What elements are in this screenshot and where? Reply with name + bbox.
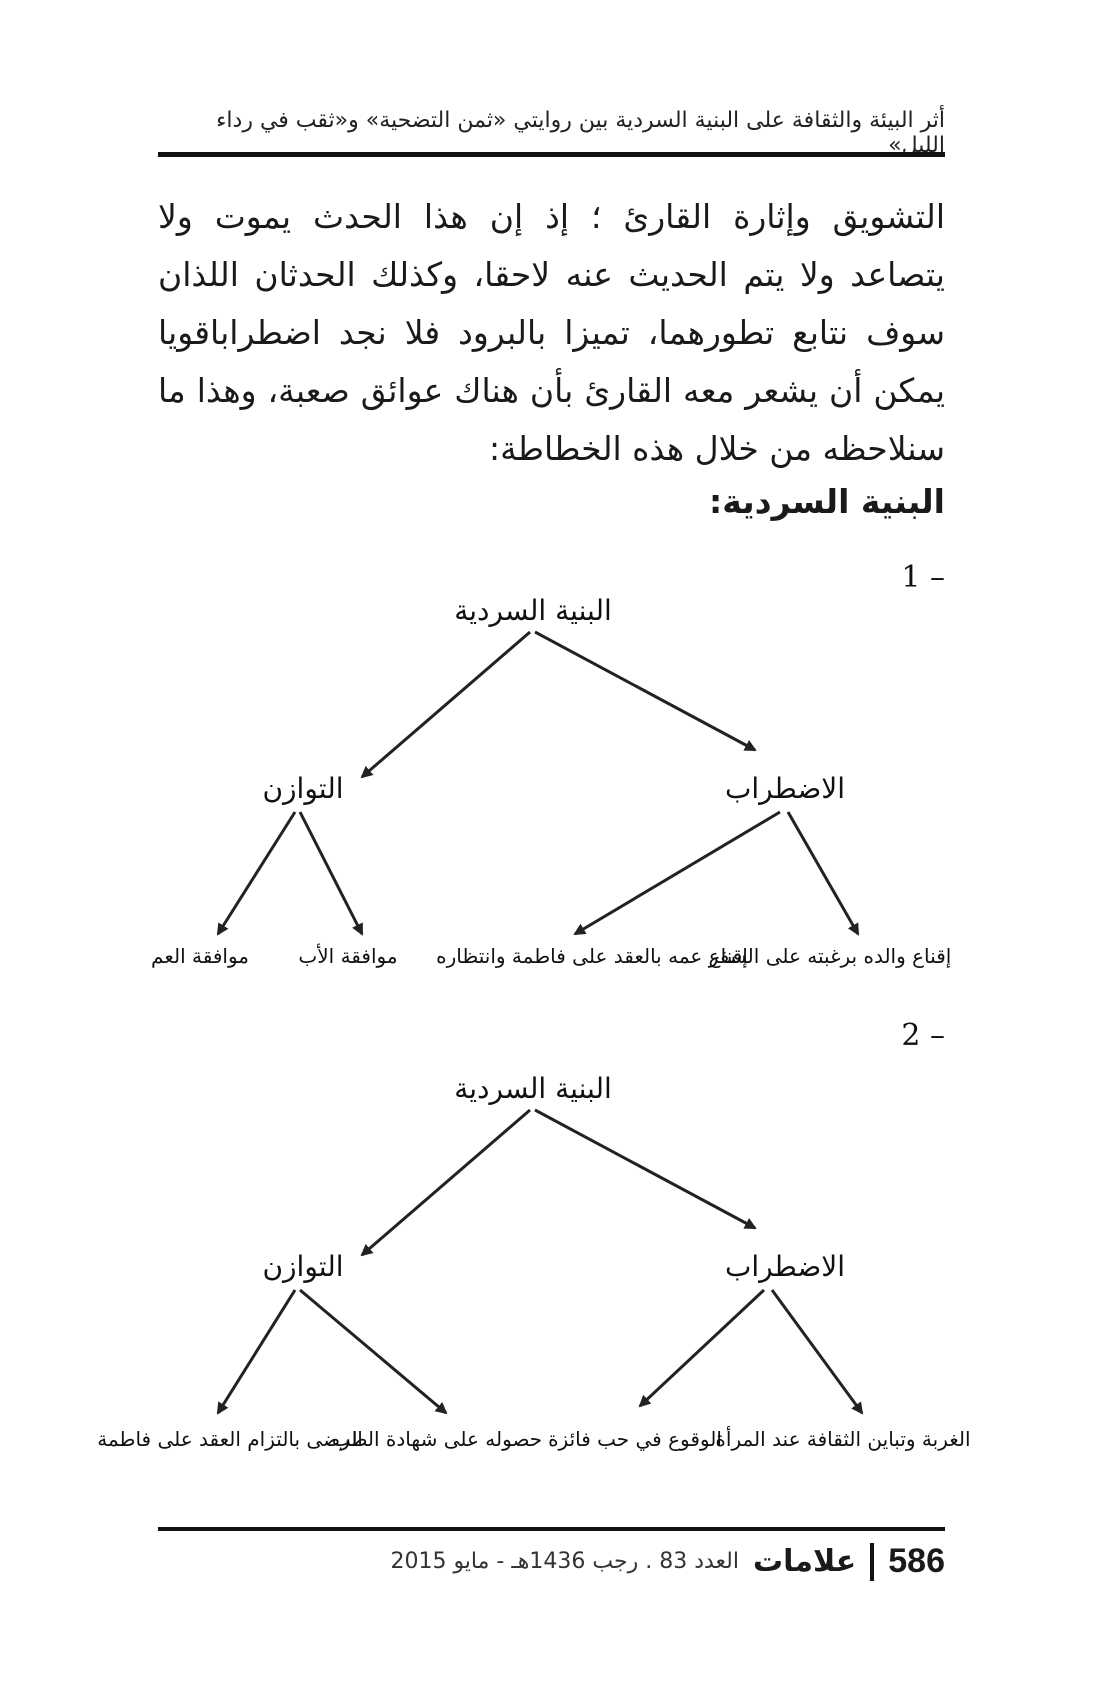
footer: [390, 1542, 945, 1581]
arrow-root-right: [535, 632, 755, 750]
root-node: البنية السردية: [454, 594, 612, 627]
branch-disturbance: الاضطراب: [724, 1250, 846, 1283]
leaf-1: إقناع والده برغبته على السفر: [708, 944, 952, 968]
tree-diagram-1: [0, 590, 1103, 930]
arrow-right-leaf2: [575, 812, 780, 934]
arrow-left-leaf4: [218, 812, 295, 934]
arrow-left-leaf4: [218, 1290, 295, 1413]
body-paragraph: [158, 188, 945, 478]
tree-diagram-1-leaves: [0, 935, 1103, 975]
leaf-4: الرضى بالتزام العقد على فاطمة: [97, 1427, 363, 1451]
leaf-3: حصوله على شهادة الطب: [331, 1427, 543, 1451]
running-head: أثر البيئة والثقافة على البنية السردية بين روايتي «ثمن التضحية» و«ثقب في رداء الليل»: [216, 108, 945, 158]
root-node: البنية السردية: [454, 1072, 612, 1105]
arrow-right-leaf1: [772, 1290, 862, 1413]
footer-rule: [158, 1527, 945, 1531]
arrow-right-leaf2: [640, 1290, 764, 1406]
branch-balance: التوازن: [262, 772, 344, 805]
leaf-1: الغربة وتباين الثقافة عند المرأة: [715, 1427, 971, 1451]
branch-disturbance: الاضطراب: [724, 772, 846, 805]
header-rule: [158, 152, 945, 157]
diagram-2-number: 2 –: [901, 1018, 945, 1053]
diagram-1-number: 1 –: [901, 560, 945, 595]
arrow-left-leaf3: [300, 812, 362, 934]
footer-separator: [870, 1543, 874, 1581]
issue-info: العدد 83 . رجب 1436هـ - مايو 2015: [390, 1549, 739, 1574]
tree-diagram-2: [0, 1068, 1103, 1413]
journal-name: علامات: [753, 1544, 857, 1579]
section-heading: البنية السردية:: [709, 482, 945, 521]
leaf-2: إقناع عمه بالعقد على فاطمة وانتظاره: [436, 944, 748, 968]
arrow-root-left: [362, 632, 530, 777]
leaf-2: الوقوع في حب فائزة: [548, 1427, 722, 1451]
leaf-4: موافقة العم: [151, 944, 249, 968]
arrow-left-leaf3: [300, 1290, 446, 1413]
arrow-root-left: [362, 1110, 530, 1255]
arrow-right-leaf1: [788, 812, 858, 934]
arrow-root-right: [535, 1110, 755, 1228]
paragraph-text: التشويق وإثارة القارئ ؛ إذ إن هذا الحدث يموت ولا يتصاعد ولا يتم الحديث عنه لاحقا، وكذلك الحدثان اللذان سوف نتابع تطورهما، تميزا بالبرود فلا نجد اضطراباقويا يمكن أن يشعر معه القارئ بأن هناك عوائق صعبة، وهذا ما سنلاحظه من خلال هذه الخطاطة:: [158, 197, 945, 468]
leaf-3: موافقة الأب: [298, 944, 398, 968]
branch-balance: التوازن: [262, 1250, 344, 1283]
tree-diagram-2-leaves: [0, 1418, 1103, 1458]
page-number: 586: [888, 1542, 945, 1580]
